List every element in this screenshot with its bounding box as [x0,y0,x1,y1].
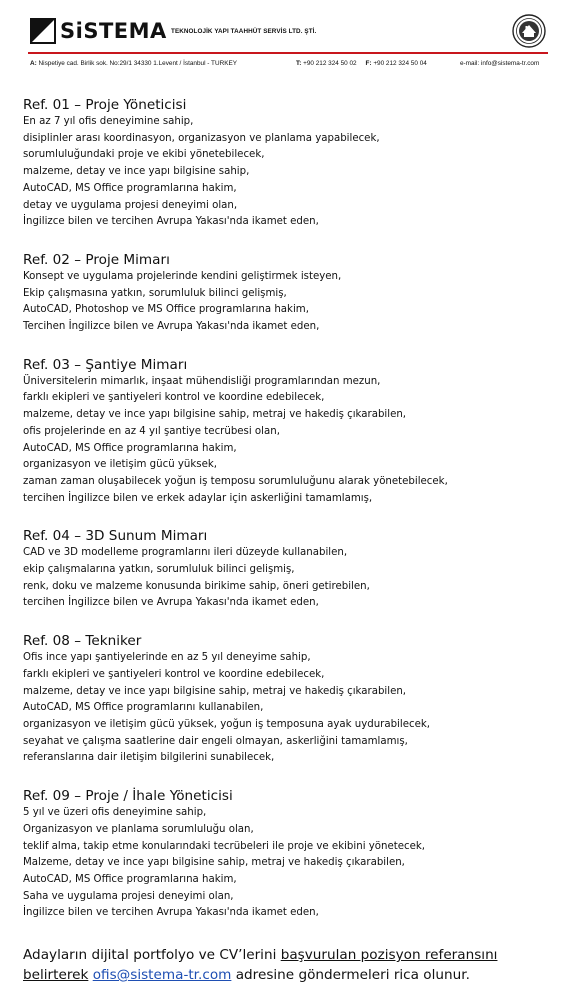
email-label: e-mail: [460,60,480,67]
requirement-line: 5 yıl ve üzeri ofis deneyimine sahip, [23,807,207,819]
requirement-line: AutoCAD, MS Office programlarına hakim, [23,182,237,194]
tel-label: T: [296,60,302,67]
requirement-line: organizasyon ve iletişim gücü yüksek, yoğun iş temposuna ayak uydurabilecek, [23,718,430,730]
job-section [23,251,553,336]
requirement-line: tercihen İngilizce bilen ve erkek adaylar için askerliğini tamamlamış, [23,492,373,504]
job-section [23,527,553,612]
requirement-line: AutoCAD, MS Office programlarına hakim, [23,442,237,454]
fax-number: +90 212 324 50 04 [373,60,427,67]
requirement-line: sorumluluğundaki proje ve ekibi yönetebilecek, [23,149,265,161]
requirement-line: İngilizce bilen ve tercihen Avrupa Yakası'nda ikamet eden, [23,216,319,228]
job-title: Ref. 09 – Proje / İhale Yöneticisi [23,788,233,805]
address-label: A: [30,60,37,67]
requirement-line: farklı ekipleri ve şantiyeleri kontrol ve koordine edebilecek, [23,392,325,404]
requirement-line: Konsept ve uygulama projelerinde kendini geliştirmek isteyen, [23,270,342,282]
requirement-line: referanslarına dair iletişim bilgilerini sunabilecek, [23,752,275,764]
requirement-line: Malzeme, detay ve ince yapı bilgisine sahip, metraj ve hakediş çıkarabilen, [23,857,405,869]
requirement-line: En az 7 yıl ofis deneyimine sahip, [23,116,194,127]
job-section [23,632,553,767]
requirement-line: renk, doku ve malzeme konusunda birikime sahip, öneri getirebilen, [23,580,370,592]
requirement-line: detay ve uygulama projesi deneyimi olan, [23,199,238,211]
footer-text-2: adresine göndermeleri rica olunur. [231,967,470,983]
requirement-line: Ofis ince yapı şantiyelerinde en az 5 yıl deneyime sahip, [23,652,311,664]
requirement-line: Saha ve uygulama projesi deneyimi olan, [23,890,234,902]
requirement-line: AutoCAD, MS Office programlarına hakim, [23,873,237,885]
requirement-line: organizasyon ve iletişim gücü yüksek, [23,459,218,471]
phone-fax [296,59,427,68]
letterhead [0,0,567,80]
job-title: Ref. 04 – 3D Sunum Mimarı [23,528,208,545]
job-title: Ref. 01 – Proje Yöneticisi [23,97,187,113]
requirement-line: Ekip çalışmasına yatkın, sorumluluk bilinci gelişmiş, [23,287,287,299]
contact-line [30,59,550,68]
job-section [23,787,553,922]
application-email-link[interactable]: ofis@sistema-tr.com [92,967,232,983]
requirement-line: İngilizce bilen ve tercihen Avrupa Yakası'nda ikamet eden, [23,907,319,919]
certification-seal-icon [512,14,546,48]
job-title: Ref. 03 – Şantiye Mimarı [23,356,188,373]
brand-subtitle: TEKNOLOJİK YAPI TAAHHÜT SERVİS LTD. ŞTİ. [171,28,317,35]
footer-text-1: Adayların dijital portfolyo ve CV’lerini [23,947,281,963]
requirement-line: malzeme, detay ve ince yapı bilgisine sahip, [23,166,250,178]
requirement-line: Organizasyon ve planlama sorumluluğu olan, [23,823,254,835]
header-divider [28,52,548,54]
job-title: Ref. 08 – Tekniker [23,633,142,650]
job-listings [23,96,553,942]
fax-label: F: [365,60,372,67]
requirement-line: seyahat ve çalışma saatlerine dair engeli olmayan, askerliğini tamamlamış, [23,735,408,747]
requirement-line: AutoCAD, MS Office programlarını kullanabilen, [23,702,264,714]
footer-text-underlined-1: başvurulan pozisyon referansını [280,947,498,963]
job-title: Ref. 02 – Proje Mimarı [23,251,170,268]
requirement-line: AutoCAD, Photoshop ve MS Office programlarına hakim, [23,304,309,316]
requirement-line: farklı ekipleri ve şantiyeleri kontrol ve koordine edebilecek, [23,668,325,680]
requirement-line: malzeme, detay ve ince yapı bilgisine sahip, metraj ve hakediş çıkarabilen, [23,685,407,697]
requirement-line: Üniversitelerin mimarlık, inşaat mühendisliği programlarından mezun, [23,375,381,387]
requirement-line: ofis projelerinde en az 4 yıl şantiye tecrübesi olan, [23,425,280,437]
requirement-line: CAD ve 3D modelleme programlarını ileri düzeyde kullanabilen, [23,547,348,559]
job-section [23,356,553,508]
requirement-line: tercihen İngilizce bilen ve Avrupa Yakası'nda ikamet eden, [23,597,319,609]
requirement-line: ekip çalışmalarına yatkın, sorumluluk bilinci gelişmiş, [23,564,295,576]
job-section [23,96,553,231]
brand-name: SiSTEMA [60,19,167,43]
requirement-line: teklif alma, takip etme konularındaki tecrübeleri ile proje ve ekibini yönetecek, [23,840,426,852]
header-email [460,59,539,68]
address-text: Nispetiye cad. Birlik sok. No:29/1 34330 1.Levent / İstanbul - TURKEY [38,60,237,67]
requirement-line: malzeme, detay ve ince yapı bilgisine sahip, metraj ve hakediş çıkarabilen, [23,409,407,421]
email-address[interactable]: info@sistema-tr.com [480,60,540,67]
footer-text-underlined-2: belirterek [23,967,89,983]
requirement-line: Tercihen İngilizce bilen ve Avrupa Yakası'nda ikamet eden, [23,321,320,333]
tel-number: +90 212 324 50 02 [303,60,357,67]
application-note [23,945,558,985]
sistema-logo-icon [30,18,56,44]
requirement-line: zaman zaman oluşabilecek yoğun iş temposu sorumluluğunu alarak yönetebilecek, [23,475,448,487]
requirement-line: disiplinler arası koordinasyon, organizasyon ve planlama yapabilecek, [23,132,380,144]
